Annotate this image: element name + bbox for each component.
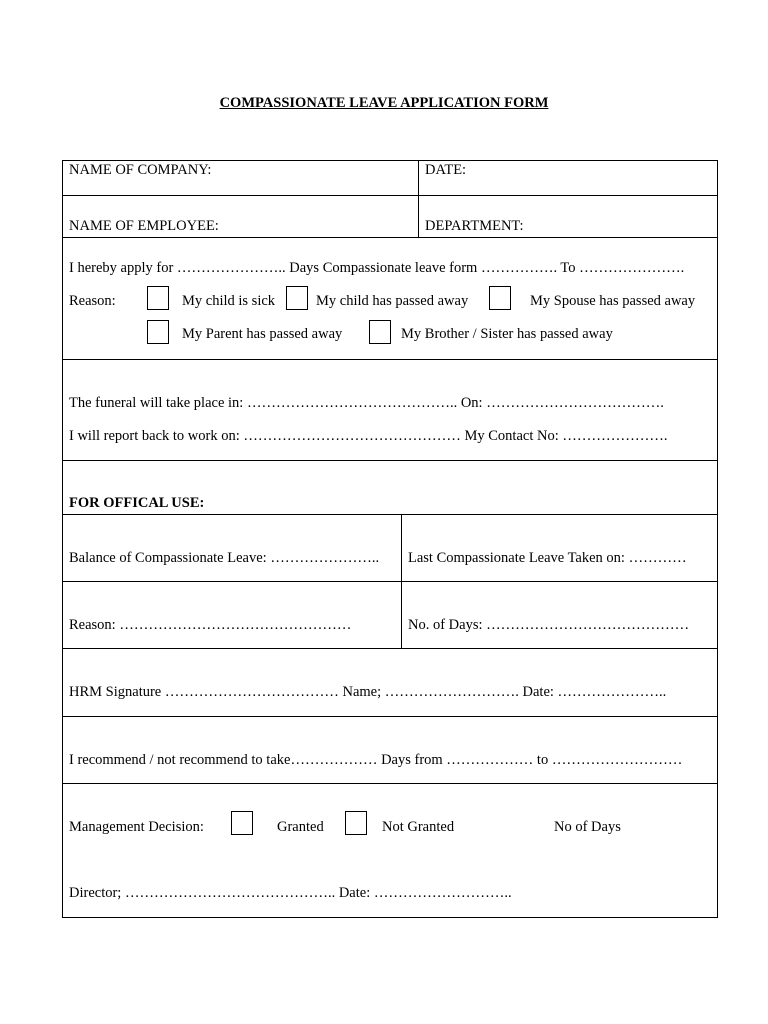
last-leave-field[interactable]: Last Compassionate Leave Taken on: ………… (408, 550, 687, 566)
no-of-days-field[interactable]: No. of Days: …………………………………… (408, 617, 690, 633)
row-divider (62, 581, 718, 582)
department-field[interactable]: DEPARTMENT: (425, 218, 524, 234)
row-divider (62, 514, 718, 515)
form-title: COMPASSIONATE LEAVE APPLICATION FORM (219, 95, 549, 111)
company-name-field[interactable]: NAME OF COMPANY: (69, 162, 212, 178)
official-reason-field[interactable]: Reason: ………………………………………… (69, 617, 352, 633)
employee-name-field[interactable]: NAME OF EMPLOYEE: (69, 218, 219, 234)
row-divider (62, 648, 718, 649)
row-divider (62, 237, 718, 238)
granted-label: Granted (277, 819, 324, 835)
column-divider (401, 514, 402, 648)
child-passed-checkbox[interactable] (286, 286, 308, 310)
row-divider (62, 716, 718, 717)
granted-checkbox[interactable] (231, 811, 253, 835)
child-passed-label: My child has passed away (316, 293, 469, 309)
spouse-passed-label: My Spouse has passed away (530, 293, 696, 309)
recommendation-line[interactable]: I recommend / not recommend to take……………… Days from ……………… to ……………………… (69, 752, 683, 768)
column-divider (418, 160, 419, 237)
child-sick-checkbox[interactable] (147, 286, 169, 310)
row-divider (62, 460, 718, 461)
reason-label: Reason: (69, 293, 116, 309)
decision-days-field[interactable]: No of Days (554, 819, 621, 835)
not-granted-checkbox[interactable] (345, 811, 367, 835)
report-back-line[interactable]: I will report back to work on: ……………………………………… My Contact No: …………………. (69, 428, 668, 444)
sibling-passed-checkbox[interactable] (369, 320, 391, 344)
spouse-passed-checkbox[interactable] (489, 286, 511, 310)
official-use-heading: FOR OFFICAL USE: (69, 495, 205, 511)
date-field[interactable]: DATE: (425, 162, 467, 178)
management-decision-label: Management Decision: (69, 819, 204, 835)
row-divider (62, 359, 718, 360)
parent-passed-label: My Parent has passed away (182, 326, 343, 342)
parent-passed-checkbox[interactable] (147, 320, 169, 344)
sibling-passed-label: My Brother / Sister has passed away (401, 326, 613, 342)
hrm-signature-line[interactable]: HRM Signature ……………………………… Name; ………………………. Date: ………………….. (69, 684, 667, 700)
leave-balance-field[interactable]: Balance of Compassionate Leave: ………………….. (69, 550, 380, 566)
row-divider (62, 783, 718, 784)
not-granted-label: Not Granted (382, 819, 455, 835)
row-divider (62, 195, 718, 196)
director-signature-line[interactable]: Director; …………………………………….. Date: ……………………….. (69, 885, 512, 901)
child-sick-label: My child is sick (182, 293, 276, 309)
funeral-line[interactable]: The funeral will take place in: …………………………………….. On: ………………………………. (69, 395, 664, 411)
apply-line[interactable]: I hereby apply for ………………….. Days Compassionate leave form ……………. To …………………. (69, 260, 685, 276)
